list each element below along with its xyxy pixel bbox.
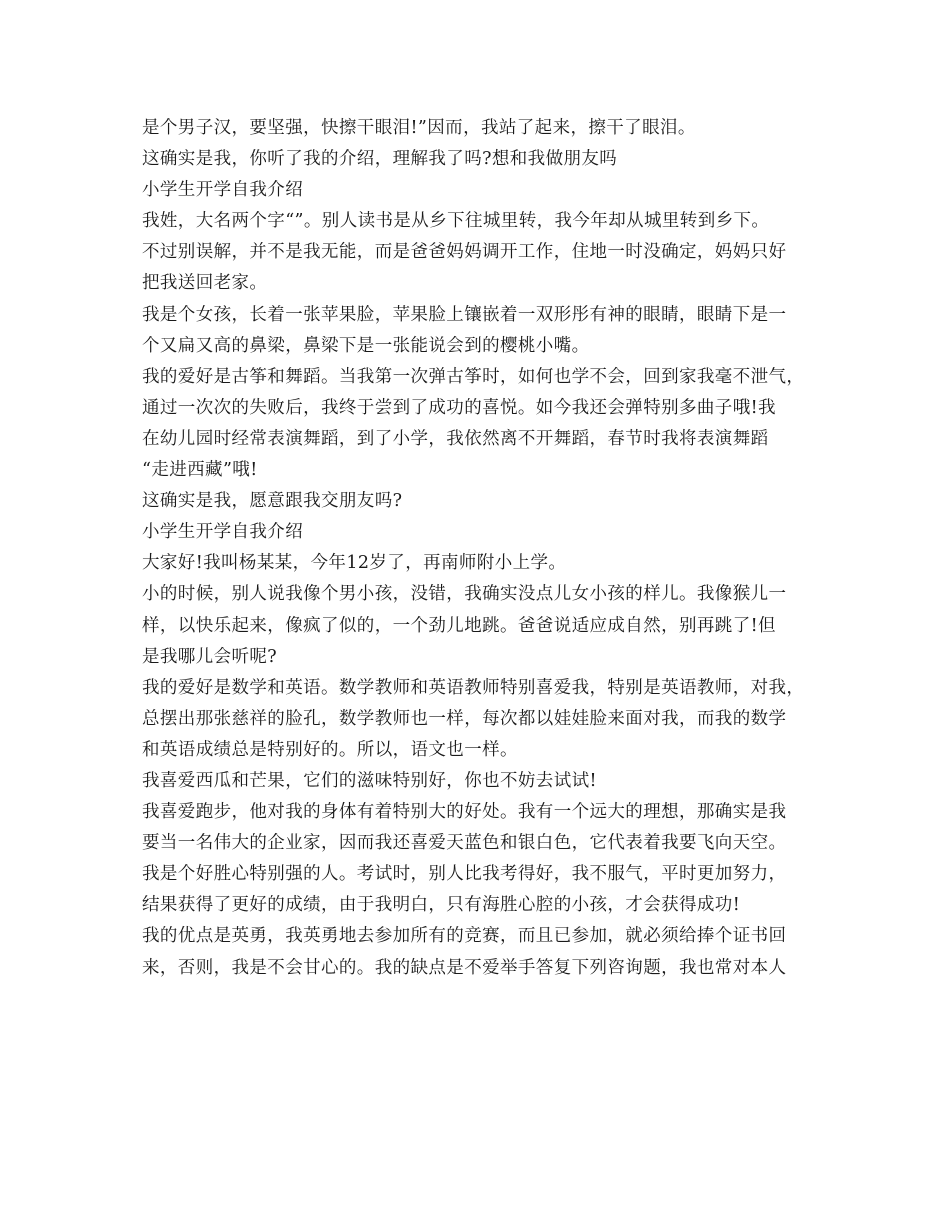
text-line: 把我送回老家。 — [142, 273, 268, 294]
text-line: 我是个好胜心特别强的人。考试时，别人比我考得好，我不服气，平时更加努力， — [142, 864, 787, 885]
text-line: 在幼儿园时经常表演舞蹈，到了小学，我依然离不开舞蹈，春节时我将表演舞蹈 — [142, 428, 769, 449]
text-line: 大家好!我叫杨某某，今年12岁了，再南师附小上学。 — [142, 553, 567, 574]
text-line: 是个男子汉，要坚强，快擦干眼泪!”因而，我站了起来，擦干了眼泪。 — [142, 118, 696, 138]
text-line: 总摆出那张慈祥的脸孔，数学教师也一样，每次都以娃娃脸来面对我，而我的数学 — [142, 708, 787, 729]
text-line: 我的爱好是数学和英语。数学教师和英语教师特别喜爱我，特别是英语教师，对我， — [142, 677, 805, 698]
text-line: 是我哪儿会听呢? — [142, 646, 278, 667]
section-heading: 小学生开学自我介绍 — [142, 522, 304, 543]
text-line: 个又扁又高的鼻梁，鼻梁下是一张能说会到的樱桃小嘴。 — [142, 335, 590, 356]
document-body — [142, 113, 822, 984]
text-line: 我喜爱跑步，他对我的身体有着特别大的好处。我有一个远大的理想，那确实是我 — [142, 802, 787, 823]
text-line: 我的优点是英勇，我英勇地去参加所有的竞赛，而且已参加，就必须给捧个证书回 — [142, 926, 787, 947]
text-line: 我是个女孩，长着一张苹果脸，苹果脸上镶嵌着一双形彤有神的眼睛，眼睛下是一 — [142, 304, 787, 325]
text-line: 我的爱好是古筝和舞蹈。当我第一次弹古筝时，如何也学不会，回到家我毫不泄气， — [142, 366, 805, 387]
text-line: 通过一次次的失败后，我终于尝到了成功的喜悦。如今我还会弹特别多曲子哦!我 — [142, 397, 776, 418]
text-line: 这确实是我，愿意跟我交朋友吗? — [142, 491, 403, 512]
text-line: 要当一名伟大的企业家，因而我还喜爱天蓝色和银白色，它代表着我要飞向天空。 — [142, 833, 787, 854]
text-line: 和英语成绩总是特别好的。所以，语文也一样。 — [142, 739, 518, 760]
text-line: 小的时候，别人说我像个男小孩，没错，我确实没点儿女小孩的样儿。我像猴儿一 — [142, 584, 787, 605]
section-heading: 小学生开学自我介绍 — [142, 180, 304, 201]
text-line: 这确实是我，你听了我的介绍，理解我了吗?想和我做朋友吗 — [142, 149, 618, 170]
text-line: 来，否则，我是不会甘心的。我的缺点是不爱举手答复下列咨询题，我也常对本人 — [142, 957, 787, 978]
text-line: 结果获得了更好的成绩，由于我明白，只有海胜心腔的小孩，才会获得成功! — [142, 895, 741, 916]
text-line: 不过别误解，并不是我无能，而是爸爸妈妈调开工作，住地一时没确定，妈妈只好 — [142, 242, 787, 263]
text-line: 样，以快乐起来，像疯了似的，一个劲儿地跳。爸爸说适应成自然，别再跳了!但 — [142, 615, 776, 636]
text-line: “走进西藏”哦! — [142, 460, 258, 481]
text-line: 我姓，大名两个字“”。别人读书是从乡下往城里转，我今年却从城里转到乡下。 — [142, 211, 770, 232]
text-line: 我喜爱西瓜和芒果，它们的滋味特别好，你也不妨去试试! — [142, 770, 597, 791]
